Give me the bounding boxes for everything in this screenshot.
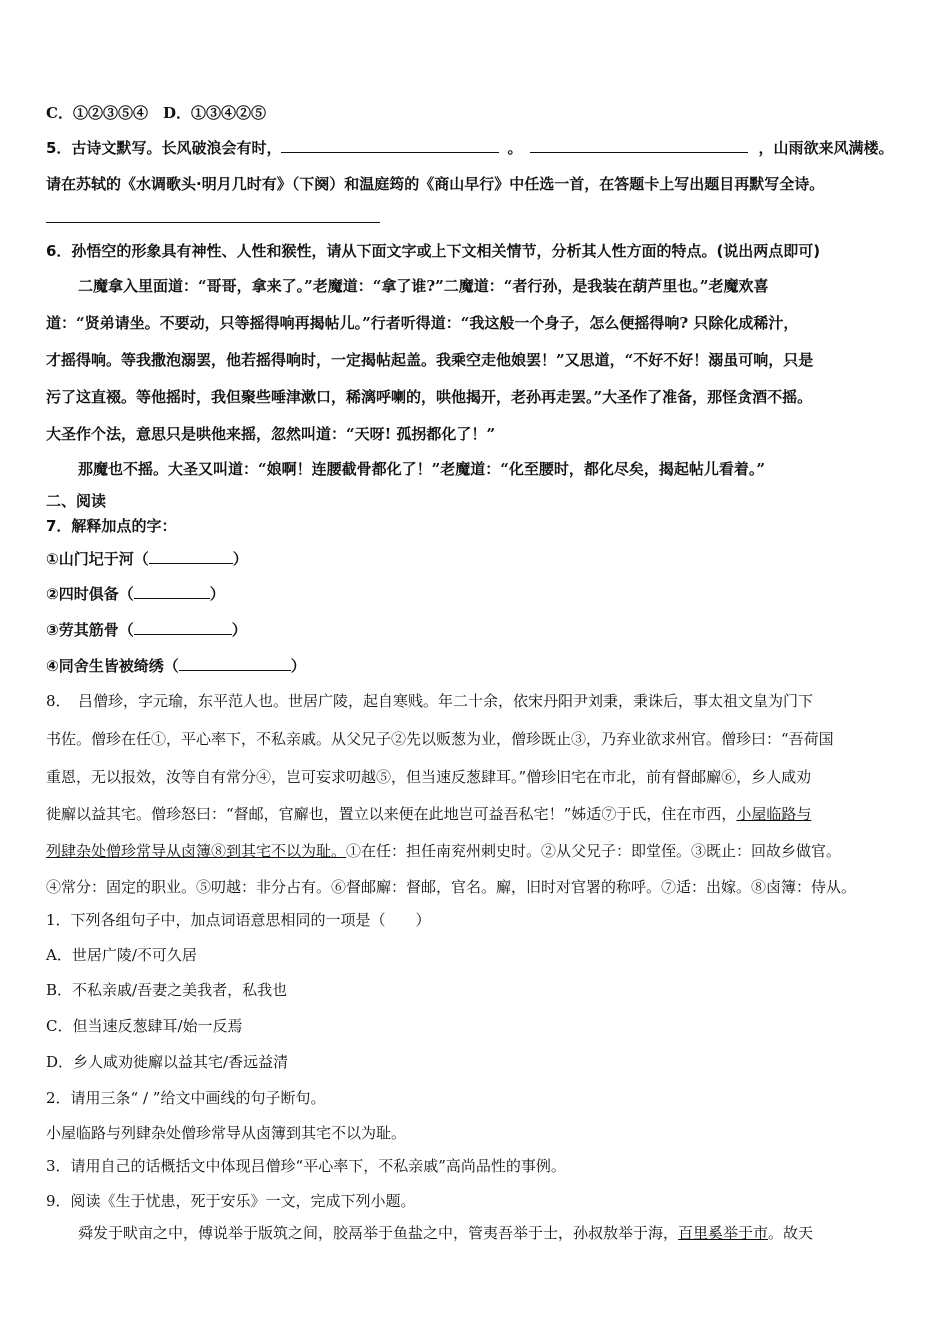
q7-item-4-close: ） <box>290 657 306 675</box>
q7-blank-2[interactable] <box>134 584 210 599</box>
q8-notes-1: ①在任：担任南兖州刺史时。②从父兄子：即堂侄。③既止：回故乡做官。 <box>346 842 842 860</box>
q9-passage-l1 <box>78 1223 914 1243</box>
q7-item-2-text: ②四时俱备（ <box>46 585 134 603</box>
q8-passage-l2: 书佐。僧珍在任①，平心率下，不私亲戚。从父兄子②先以贩葱为业，僧珍既止③，乃弃业欲求州官。僧珍曰：“吾荷国 <box>46 730 834 748</box>
q7-title: 7．解释加点的字： <box>46 517 177 535</box>
q9-l1-end: 。故天 <box>768 1224 814 1242</box>
q6-passage-l2: 道：“贤弟请坐。不要动，只等摇得响再揭帖儿。”行者听得道：“我这般一个身子，怎么便摇得响? 只除化成稀汁， <box>46 314 799 332</box>
q5-mid: 。 <box>507 139 523 157</box>
q8-passage-l1: 8． 吕僧珍，字元瑜，东平范人也。世居广陵，起自寒贱。年二十余，依宋丹阳尹刘秉，秉诛后，事太祖文皇为门下 <box>46 692 814 710</box>
q5-suffix: ，山雨欲来风满楼。 <box>758 139 894 157</box>
q8-underlined-end: 列肆杂处僧珍常导从卤簿⑧到其宅不以为耻。 <box>46 842 347 860</box>
q9-underlined: 百里奚举于市 <box>678 1224 769 1242</box>
q5-prefix: 5．古诗文默写。长风破浪会有时， <box>46 139 282 157</box>
q8-notes-2: ④常分：固定的职业。⑤叨越：非分占有。⑥督邮廨：督邮，官名。廨，旧时对官署的称呼。⑦适：出嫁。⑧卤簿：侍从。 <box>46 878 857 896</box>
q7-item-2-close: ） <box>209 585 225 603</box>
q7-item-1 <box>46 549 914 569</box>
q6-passage-p2: 那魔也不摇。大圣又叫道：“娘啊！连腰截骨都化了！”老魔道：“化至腰时，都化尽矣，揭起帖儿看着。” <box>78 460 766 478</box>
q6-passage-l5: 大圣作个法，意思只是哄他来摇，忽然叫道：“天呀! 孤拐都化了！” <box>46 425 496 443</box>
q9-l1-text: 舜发于畎亩之中，傅说举于版筑之间，胶鬲举于鱼盐之中，管夷吾举于士，孙叔敖举于海， <box>78 1224 679 1242</box>
q5-answer-line[interactable] <box>46 208 914 228</box>
q7-item-2 <box>46 584 914 604</box>
q7-item-3-close: ） <box>231 621 247 639</box>
q7-blank-4[interactable] <box>179 656 291 671</box>
q9-title: 9．阅读《生于忧患，死于安乐》一文，完成下列小题。 <box>46 1192 416 1210</box>
q4-options: C．①②③⑤④ D．①③④②⑤ <box>46 104 266 122</box>
q8-passage-l3: 重恩，无以报效，汝等自有常分④，岂可妄求叨越⑤，但当速反葱肆耳。”僧珍旧宅在市北，前有督邮廨⑥，乡人咸劝 <box>46 768 812 786</box>
q8-sub3: 3．请用自己的话概括文中体现吕僧珍“平心率下，不私亲戚”高尚品性的事例。 <box>46 1157 566 1175</box>
q6-passage-l4: 污了这直裰。等他摇时，我但聚些唾津漱口，稀漓呼喇的，哄他揭开，老孙再走罢。”大圣作了准备，那怪贪酒不摇。 <box>46 388 813 406</box>
q8-sub1: 1．下列各组句子中，加点词语意思相同的一项是（ ） <box>46 911 431 929</box>
q8-option-a[interactable]: A．世居广陵/不可久居 <box>46 946 197 964</box>
q7-item-3-text: ③劳其筋骨（ <box>46 621 134 639</box>
q5-blank-1[interactable] <box>281 138 499 153</box>
q7-item-4-text: ④同舍生皆被绮绣（ <box>46 657 179 675</box>
q6-passage-l1: 二魔拿入里面道：“哥哥，拿来了。”老魔道：“拿了谁?”二魔道：“者行孙，是我装在葫芦里也。”老魔欢喜 <box>78 277 769 295</box>
q7-item-1-close: ） <box>232 550 248 568</box>
q8-l4-text: 徙廨以益其宅。僧珍怒曰：“督邮，官廨也，置立以来便在此地岂可益吾私宅！”姊适⑦于氏，住在市西， <box>46 805 737 823</box>
q8-option-d[interactable]: D．乡人咸劝徙廨以益其宅/香远益清 <box>46 1053 289 1071</box>
q8-option-b[interactable]: B．不私亲戚/吾妻之美我者，私我也 <box>46 981 288 999</box>
q7-blank-1[interactable] <box>149 549 233 564</box>
q8-underlined-start: 小屋临路与 <box>736 805 812 823</box>
q8-sub2-sentence: 小屋临路与列肆杂处僧珍常导从卤簿到其宅不以为耻。 <box>46 1124 407 1142</box>
q6-passage-l3: 才摇得响。等我撒泡溺罢，他若摇得响时，一定揭帖起盖。我乘空走他娘罢！”又思道，“不好不好！溺虽可响，只是 <box>46 351 814 369</box>
q5-line1 <box>46 138 914 158</box>
q5-line2: 请在苏轼的《水调歌头·明月几时有》（下阕）和温庭筠的《商山早行》中任选一首，在答题卡上写出题目再默写全诗。 <box>46 175 825 193</box>
q5-blank-3[interactable] <box>46 208 380 223</box>
section-heading-reading: 二、阅读 <box>46 492 107 510</box>
q7-item-3 <box>46 620 914 640</box>
q5-blank-2[interactable] <box>530 138 748 153</box>
q7-blank-3[interactable] <box>134 620 232 635</box>
q7-item-1-text: ①山门圮于河（ <box>46 550 149 568</box>
q8-sub2: 2．请用三条“ / ”给文中画线的句子断句。 <box>46 1089 326 1107</box>
q8-passage-l4 <box>46 804 914 824</box>
q8-option-c[interactable]: C．但当速反葱肆耳/始一反焉 <box>46 1017 243 1035</box>
q8-passage-l5 <box>46 841 914 861</box>
q6-prompt: 6．孙悟空的形象具有神性、人性和猴性，请从下面文字或上下文相关情节，分析其人性方面的特点。(说出两点即可) <box>46 242 821 260</box>
q7-item-4 <box>46 656 914 676</box>
